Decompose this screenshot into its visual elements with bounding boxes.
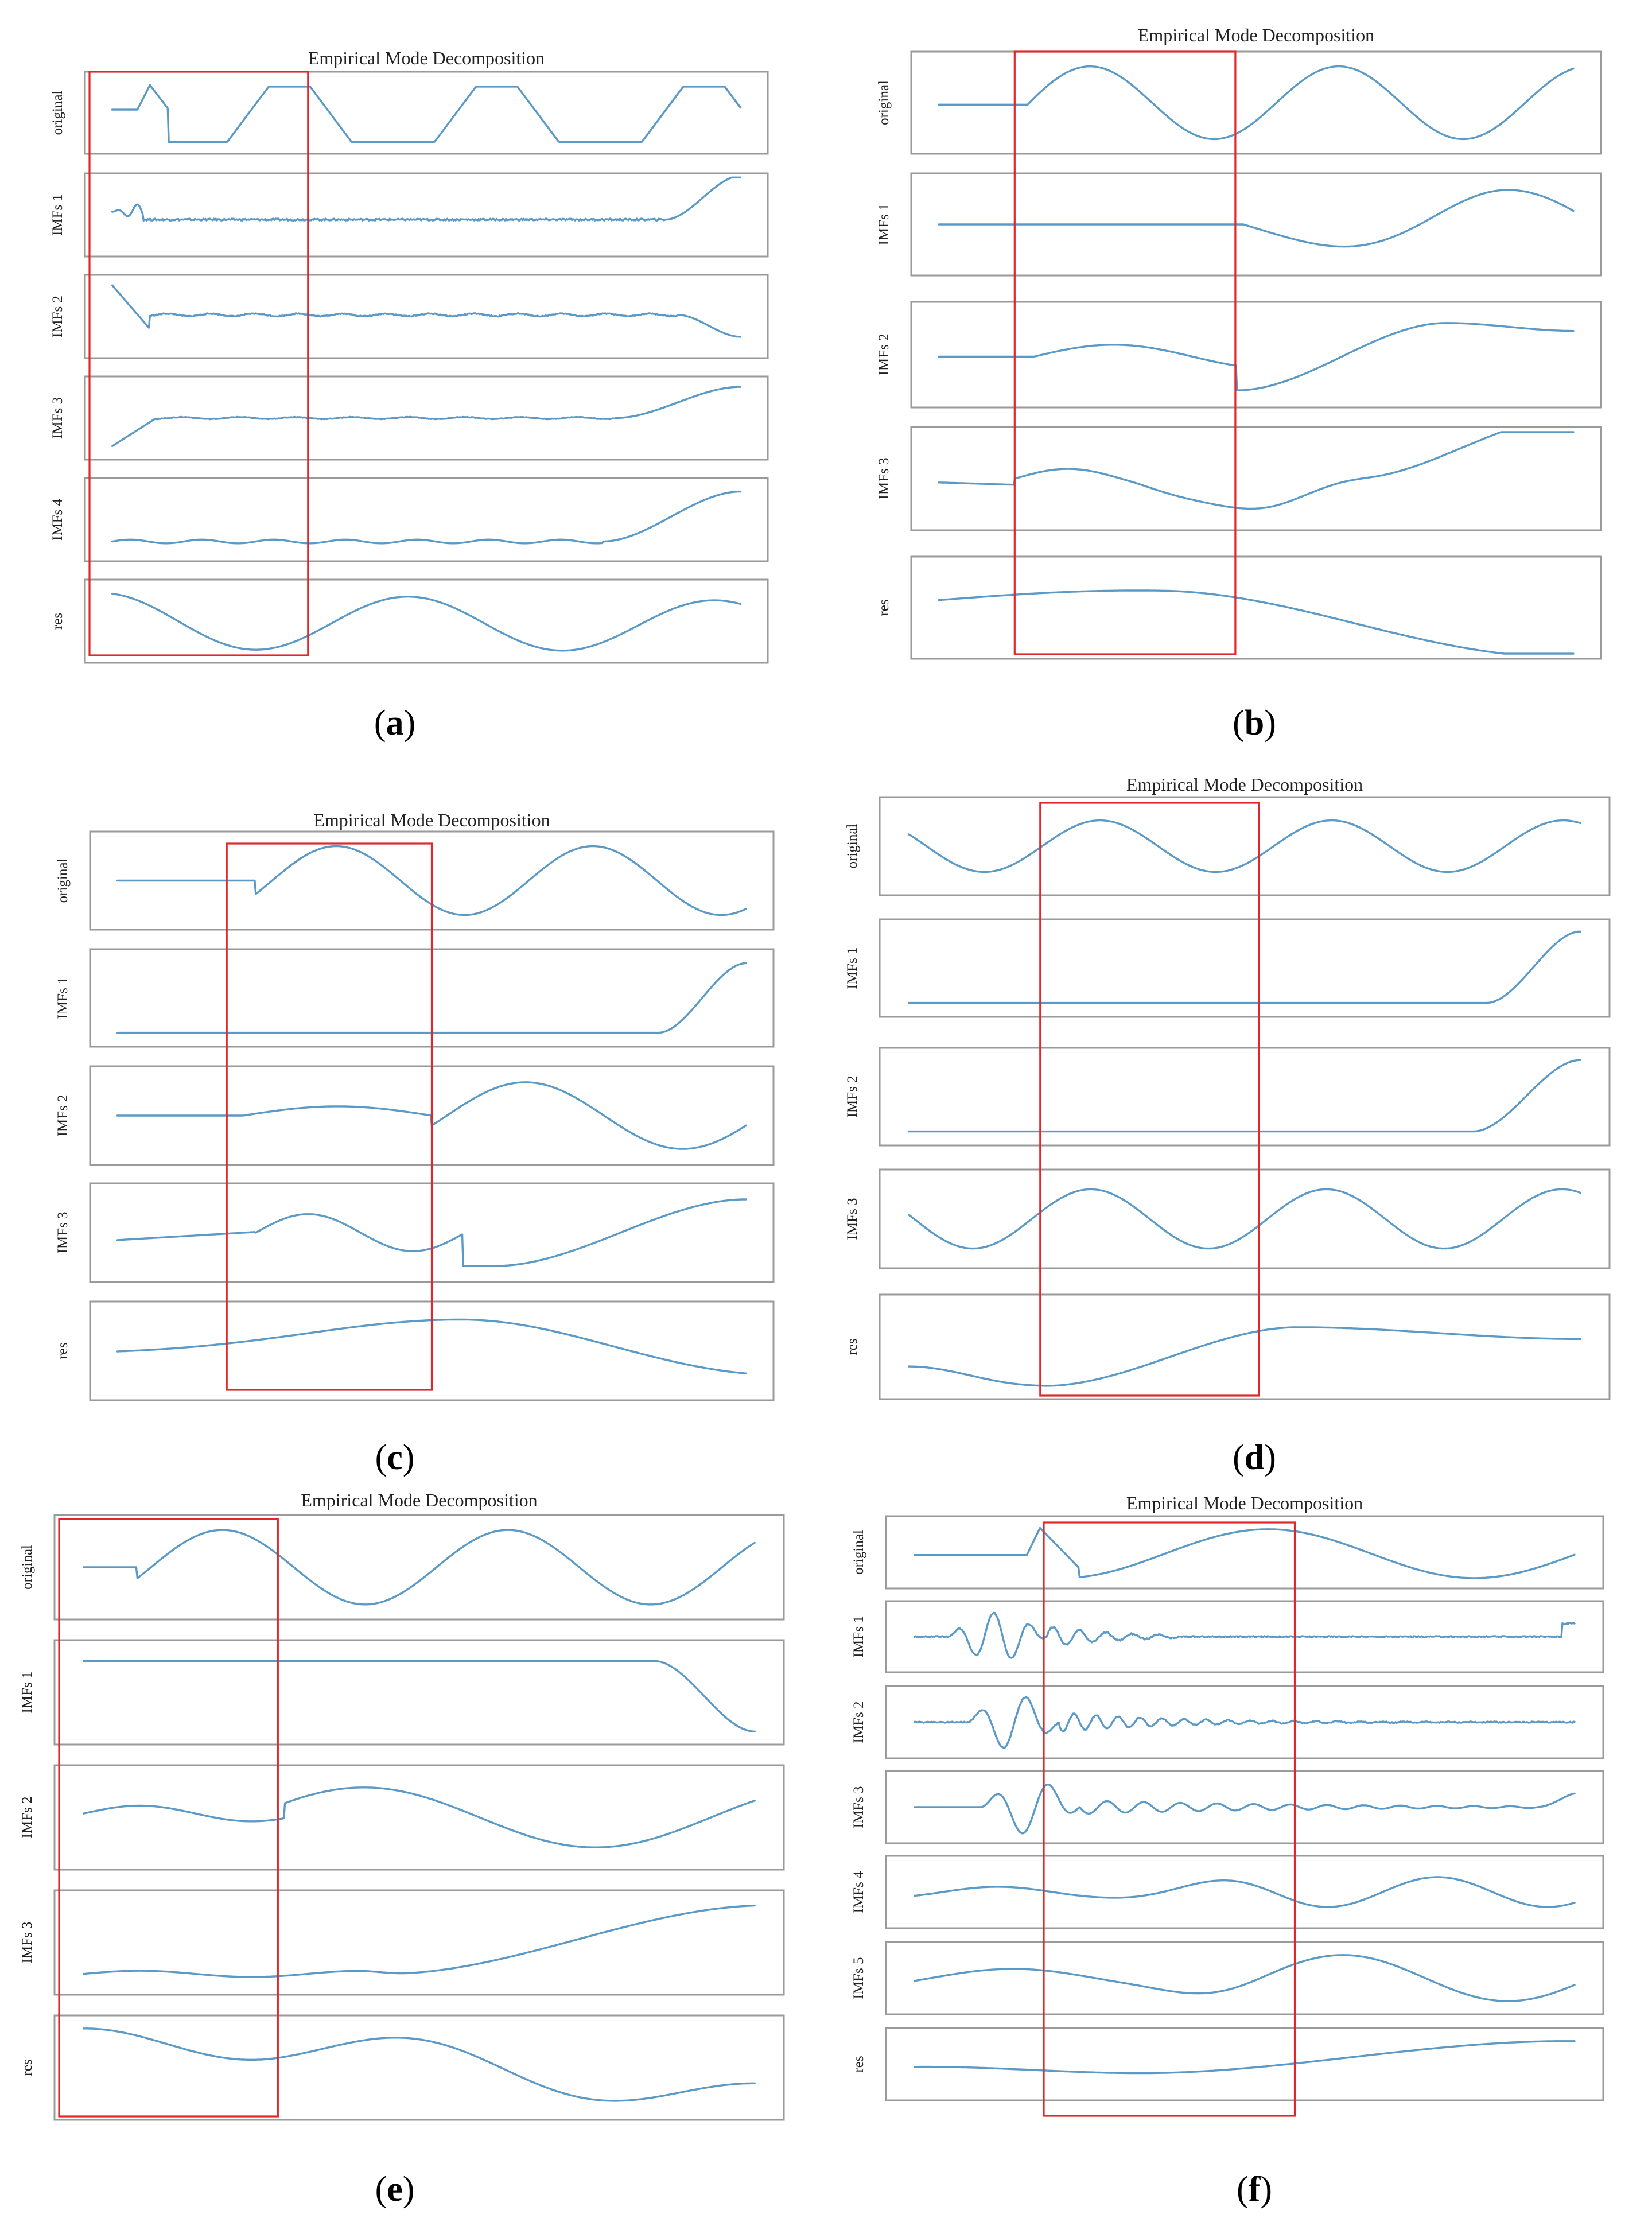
panel-title: Empirical Mode Decomposition (313, 810, 550, 830)
subplot-label: IMFs 2 (876, 333, 892, 376)
series-line (112, 594, 741, 651)
panel-title: Empirical Mode Decomposition (1126, 1493, 1363, 1513)
subplot-imfs-1 (851, 1601, 1603, 1672)
subplot-frame (880, 1295, 1610, 1399)
subplot-label: IMFs 3 (851, 1786, 866, 1828)
panel-caption: (e) (375, 2170, 415, 2209)
subplot-res (50, 580, 768, 663)
panel-caption: (b) (1233, 704, 1276, 743)
subplot-label: IMFs 3 (845, 1198, 860, 1240)
subplot-label: IMFs 4 (50, 499, 65, 541)
subplot-res (55, 1302, 773, 1400)
series-line (915, 1955, 1575, 2001)
series-line (909, 931, 1580, 1003)
highlight-region (1044, 1522, 1295, 2116)
subplot-frame (886, 1942, 1603, 2014)
subplot-original (851, 1516, 1603, 1588)
subplot-label: res (55, 1342, 71, 1359)
subplot-label: IMFs 2 (845, 1075, 860, 1118)
subplot-label: IMFs 1 (20, 1671, 35, 1714)
subplot-imfs-3 (50, 376, 768, 460)
subplot-label: original (851, 1530, 866, 1575)
caption-letter: f (1248, 2170, 1261, 2209)
panel-c (55, 810, 773, 1477)
series-line (915, 1877, 1575, 1907)
subplot-imfs-3 (55, 1183, 773, 1282)
subplot-label: IMFs 3 (55, 1211, 71, 1254)
series-line (84, 1788, 755, 1847)
subplot-imfs-1 (845, 919, 1610, 1017)
highlight-region (227, 844, 432, 1390)
series-line (915, 1613, 1575, 1658)
subplot-label: IMFs 3 (876, 457, 892, 500)
subplot-label: original (845, 823, 860, 869)
subplot-res (845, 1295, 1610, 1399)
series-line (939, 432, 1573, 508)
series-line (939, 67, 1573, 139)
subplot-label: IMFs 1 (50, 194, 65, 236)
subplot-imfs-2 (851, 1686, 1603, 1758)
subplot-original (55, 832, 773, 930)
subplot-frame (55, 1640, 784, 1745)
subplot-label: res (851, 2056, 866, 2073)
panel-caption: (d) (1233, 1438, 1276, 1477)
subplot-frame (85, 580, 768, 663)
subplot-imfs-2 (20, 1765, 784, 1870)
panel-caption: (a) (374, 704, 416, 743)
subplot-label: res (20, 2059, 35, 2076)
subplot-frame (55, 2015, 784, 2120)
panel-title: Empirical Mode Decomposition (1126, 774, 1363, 795)
series-line (909, 1060, 1580, 1131)
subplot-imfs-1 (55, 949, 773, 1047)
panel-title: Empirical Mode Decomposition (308, 48, 545, 68)
subplot-label: IMFs 2 (55, 1094, 71, 1137)
subplot-imfs-4 (851, 1856, 1603, 1928)
subplot-label: IMFs 1 (876, 203, 892, 246)
subplot-frame (55, 1515, 784, 1619)
subplot-original (50, 72, 768, 154)
subplot-label: IMFs 1 (55, 977, 71, 1019)
subplot-original (845, 797, 1610, 895)
panel-caption: (f) (1237, 2170, 1272, 2209)
subplot-frame (880, 797, 1610, 895)
series-line (939, 190, 1573, 247)
subplot-frame (85, 173, 768, 257)
subplot-imfs-1 (20, 1640, 784, 1745)
caption-letter: e (387, 2170, 403, 2209)
series-line (915, 1785, 1575, 1833)
subplot-res (20, 2015, 784, 2120)
series-line (909, 1327, 1580, 1386)
series-line (112, 492, 741, 543)
subplot-imfs-3 (20, 1890, 784, 1995)
subplot-label: original (876, 80, 892, 125)
subplot-label: IMFs 2 (50, 296, 65, 337)
series-line (112, 387, 741, 446)
caption-letter: c (387, 1438, 403, 1477)
subplot-imfs-3 (851, 1771, 1603, 1843)
series-line (915, 1528, 1575, 1578)
panel-d (845, 774, 1610, 1477)
subplot-original (876, 52, 1601, 154)
series-line (915, 1697, 1575, 1748)
caption-letter: d (1244, 1438, 1265, 1477)
series-line (939, 591, 1573, 654)
subplot-imfs-1 (876, 173, 1601, 275)
series-line (915, 2041, 1575, 2073)
subplot-label: IMFs 3 (50, 397, 65, 439)
panel-a (50, 48, 768, 743)
subplot-imfs-2 (876, 302, 1601, 407)
series-line (112, 85, 741, 142)
subplot-label: IMFs 3 (20, 1921, 35, 1964)
panel-b (876, 25, 1601, 743)
series-line (909, 1189, 1580, 1248)
subplot-imfs-4 (50, 478, 768, 561)
subplot-imfs-5 (851, 1942, 1603, 2014)
subplot-frame (886, 2028, 1603, 2100)
panel-title: Empirical Mode Decomposition (301, 1490, 538, 1510)
subplot-res (876, 557, 1601, 659)
subplot-imfs-1 (50, 173, 768, 257)
subplot-frame (55, 1765, 784, 1870)
subplot-label: res (845, 1338, 860, 1355)
subplot-frame (886, 1856, 1603, 1928)
subplot-label: original (20, 1545, 35, 1590)
subplot-imfs-3 (876, 427, 1601, 530)
subplot-original (20, 1515, 784, 1619)
series-line (112, 285, 741, 337)
highlight-region (1040, 803, 1260, 1396)
panel-caption: (c) (375, 1438, 415, 1477)
subplot-label: original (55, 858, 71, 903)
subplot-label: IMFs 4 (851, 1871, 866, 1913)
subplot-res (851, 2028, 1603, 2100)
caption-letter: a (386, 704, 404, 743)
highlight-region (90, 72, 308, 655)
series-line (84, 1906, 755, 1978)
subplot-frame (55, 1890, 784, 1995)
panel-e (20, 1490, 784, 2209)
panel-title: Empirical Mode Decomposition (1137, 25, 1375, 45)
series-line (939, 323, 1573, 390)
subplot-label: original (50, 90, 65, 135)
caption-letter: b (1244, 704, 1265, 743)
highlight-region (59, 1519, 278, 2116)
subplot-label: IMFs 2 (20, 1796, 35, 1839)
subplot-label: IMFs 1 (851, 1615, 866, 1658)
series-line (84, 1661, 755, 1731)
series-line (112, 177, 741, 220)
panel-f (851, 1493, 1603, 2209)
series-line (84, 2029, 755, 2101)
subplot-label: res (50, 612, 65, 630)
subplot-label: IMFs 5 (851, 1957, 866, 1999)
subplot-label: IMFs 2 (851, 1701, 866, 1743)
series-line (84, 1530, 755, 1605)
subplot-label: IMFs 1 (845, 947, 860, 989)
subplot-label: res (876, 599, 892, 616)
series-line (909, 821, 1580, 872)
subplot-imfs-2 (55, 1066, 773, 1165)
subplot-imfs-2 (50, 275, 768, 358)
subplot-frame (880, 1170, 1610, 1268)
subplot-imfs-3 (845, 1170, 1610, 1268)
subplot-imfs-2 (845, 1048, 1610, 1145)
